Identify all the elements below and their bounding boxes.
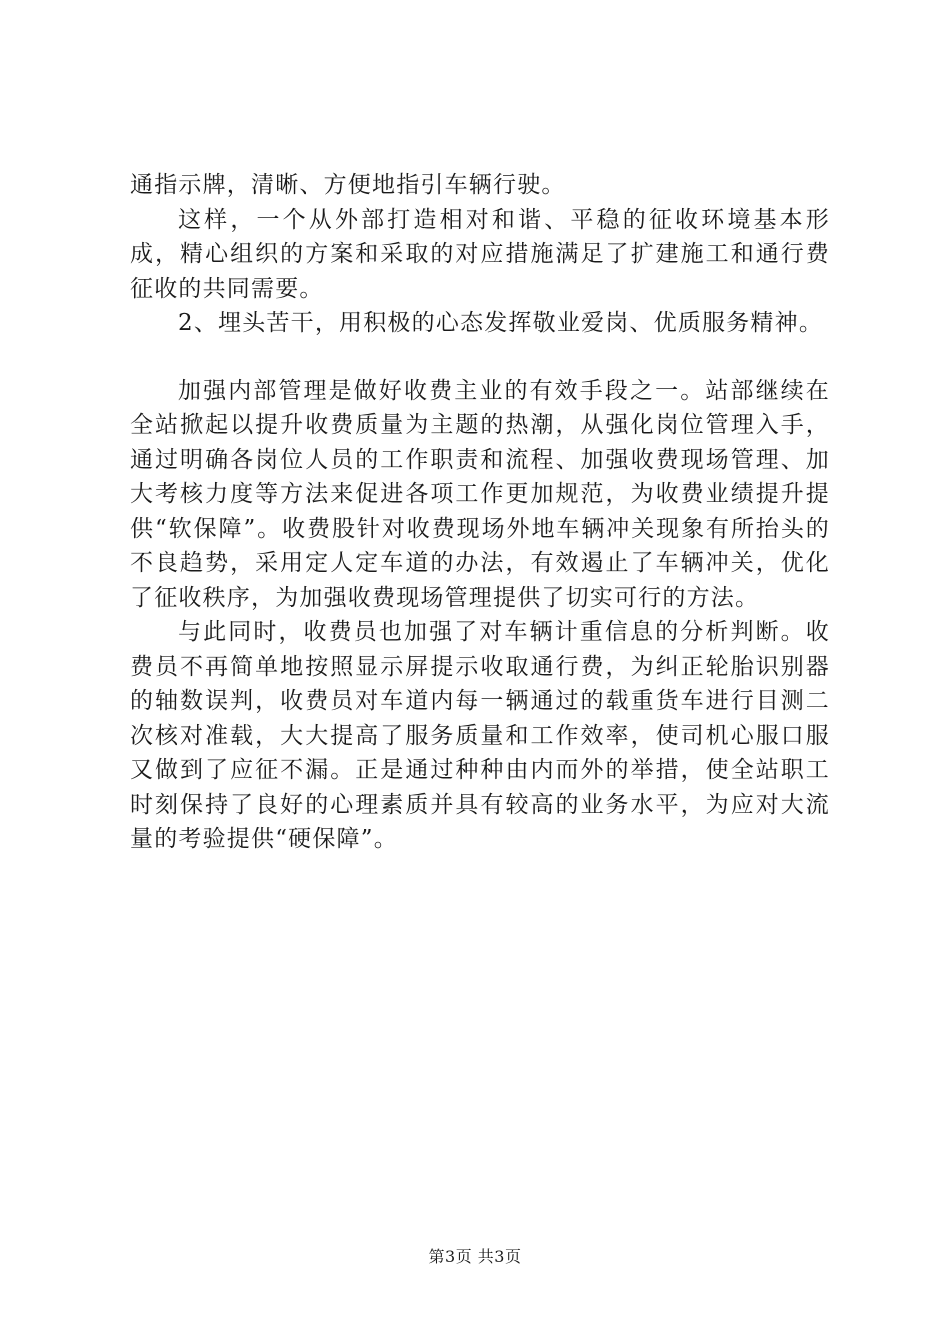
page-number-footer: 第3页 共3页 xyxy=(428,1247,522,1266)
paragraph-internal-management: 加强内部管理是做好收费主业的有效手段之一。站部继续在全站掀起以提升收费质量为主题的热潮，从强化岗位管理入手，通过明确各岗位人员的工作职责和流程、加强收费现场管理、加大考核力度等方法来促进各项工作更加规范，为收费业绩提升提供“软保障”。收费股针对收费现场外地车辆冲关现象有所抬头的不良趋势，采用定人定车道的办法，有效遏止了车辆冲关，优化了征收秩序，为加强收费现场管理提供了切实可行的方法。 xyxy=(130,377,830,611)
section-heading: 2、埋头苦干，用积极的心态发挥敬业爱岗、优质服务精神。 xyxy=(178,310,824,336)
paragraph-environment: 这样，一个从外部打造相对和谐、平稳的征收环境基本形成，精心组织的方案和采取的对应措施满足了扩建施工和通行费征收的共同需要。 xyxy=(130,206,830,302)
document-body xyxy=(130,168,830,857)
paragraph-continuation: 通指示牌，清晰、方便地指引车辆行驶。 xyxy=(130,172,566,198)
paragraph-weighing-analysis: 与此同时，收费员也加强了对车辆计重信息的分析判断。收费员不再简单地按照显示屏提示收取通行费，为纠正轮胎识别器的轴数误判，收费员对车道内每一辆通过的载重货车进行目测二次核对准载，大大提高了服务质量和工作效率，使司机心服口服又做到了应征不漏。正是通过种种由内而外的举措，使全站职工时刻保持了良好的心理素质并具有较高的业务水平，为应对大流量的考验提供“硬保障”。 xyxy=(130,619,830,852)
